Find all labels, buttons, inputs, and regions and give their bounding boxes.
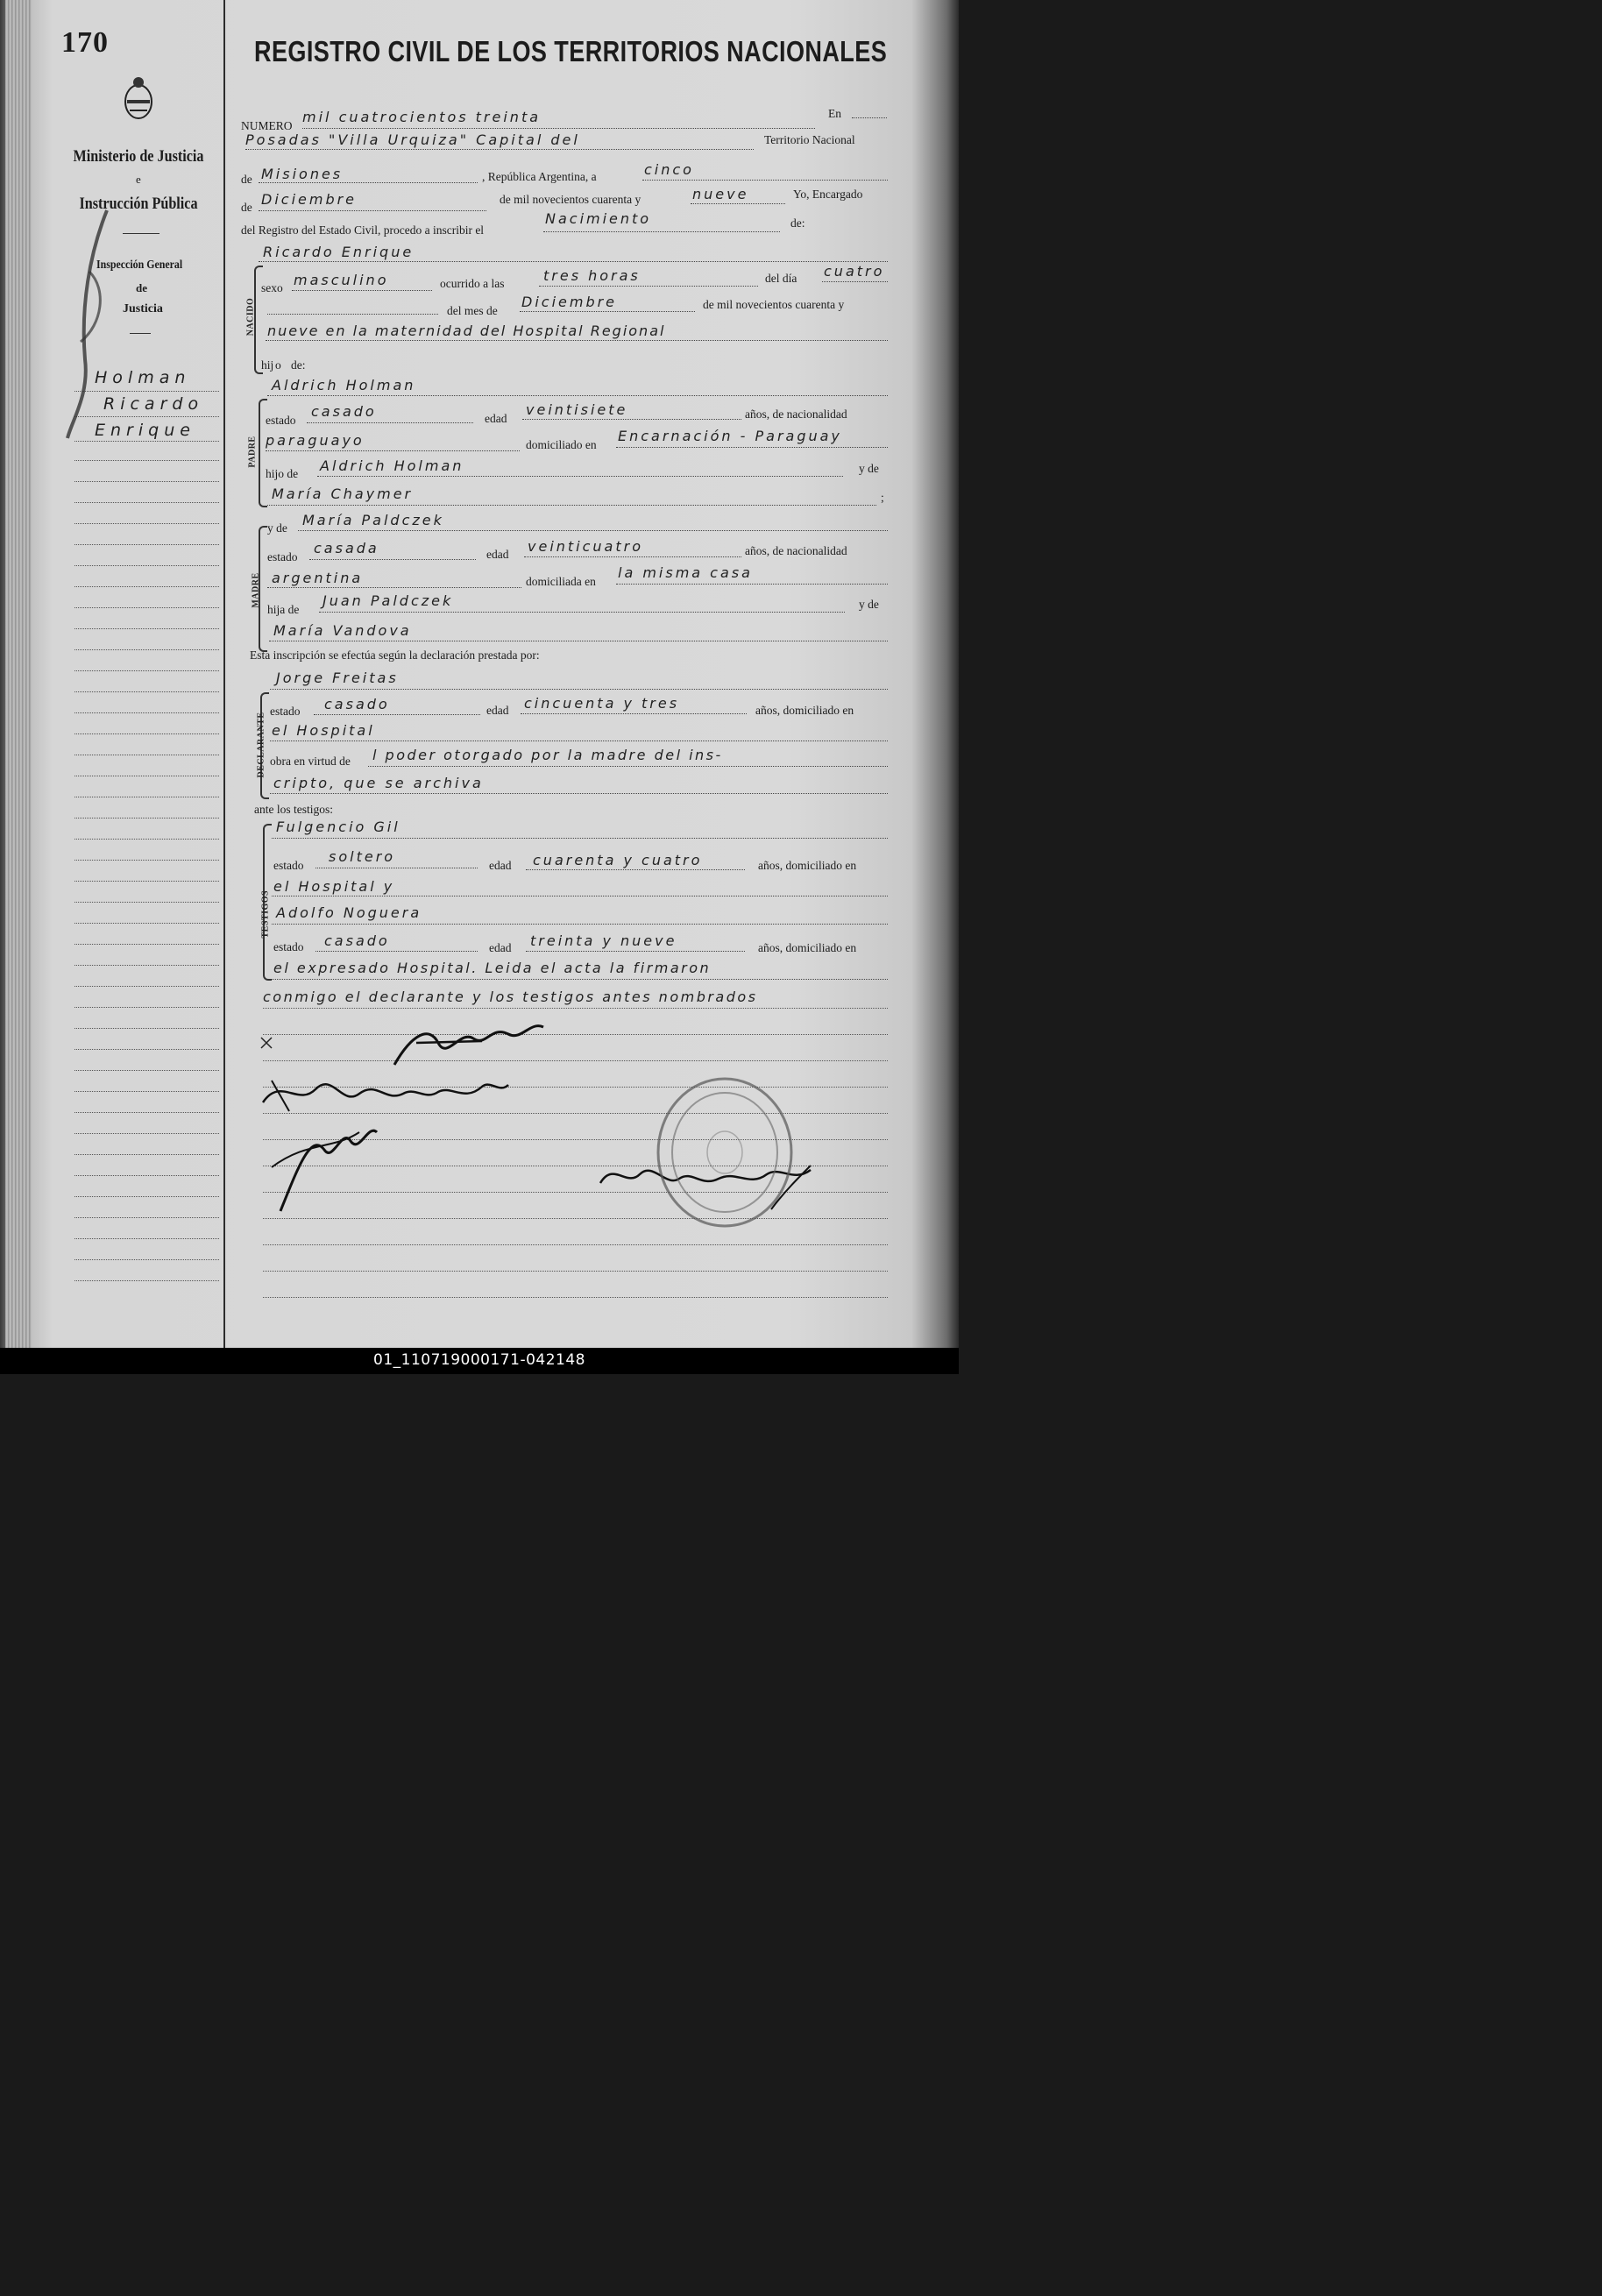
sidebar-given-name: Ricardo — [103, 394, 204, 414]
territorio-label: Territorio Nacional — [764, 133, 855, 146]
signature-rule — [263, 1244, 888, 1245]
nacido-place-value: nueve en la maternidad del Hospital Regional — [267, 322, 666, 339]
madre-edad-value: veinticuatro — [528, 538, 643, 555]
padre-name: Aldrich Holman — [272, 377, 416, 393]
signature-rule — [263, 1060, 888, 1061]
testigo2-edad-value: treinta y nueve — [530, 932, 677, 949]
testigo1-edad-value: cuarenta y cuatro — [533, 852, 703, 868]
madre-name-line — [298, 530, 888, 531]
declarante-estado-line — [314, 714, 480, 715]
padre-domicilio-value: Encarnación - Paraguay — [618, 428, 842, 444]
sidebar-rule — [74, 649, 219, 650]
padre-parent2-line — [267, 505, 876, 506]
mes-label: del mes de — [447, 304, 498, 317]
sidebar-rule — [74, 481, 219, 482]
yo-label: Yo, Encargado — [793, 188, 863, 201]
sidebar-divider — [123, 233, 159, 234]
padre-edad-value: veintisiete — [526, 401, 628, 418]
padre-name-line — [267, 395, 888, 396]
page-title: REGISTRO CIVIL DE LOS TERRITORIOS NACIONALES — [254, 35, 888, 67]
madre-y-de-label: y de — [267, 521, 287, 535]
madre-anos-label: años, de nacionalidad — [745, 544, 847, 557]
sidebar-rule — [74, 1070, 219, 1071]
ministry-line-3: Instrucción Pública — [79, 195, 198, 213]
padre-domicilio-line — [616, 447, 888, 448]
padre-nacionalidad-line — [266, 450, 520, 451]
territorio-value: Misiones — [261, 166, 344, 182]
act-line — [543, 231, 780, 232]
nacido-mil-label: de mil novecientos cuarenta y — [703, 298, 845, 311]
page-number: 170 — [61, 26, 109, 59]
testigo1-edad-label: edad — [489, 859, 512, 872]
testigos-label: ante los testigos: — [254, 803, 333, 816]
sidebar-rule — [74, 502, 219, 503]
inspection-line-3: Justicia — [123, 302, 163, 315]
sidebar-rule — [74, 1049, 219, 1050]
madre-domicilio-line — [616, 584, 888, 585]
testigo2-estado-value: casado — [324, 932, 390, 949]
testigo2-domicilio-value: el expresado Hospital. Leida el acta la firmaron — [273, 960, 712, 976]
sidebar-rule — [74, 523, 219, 524]
sidebar-rule — [74, 544, 219, 545]
sidebar-rule — [74, 860, 219, 861]
sidebar-rule — [74, 839, 219, 840]
padre-semicolon: ; — [881, 491, 884, 504]
act-value: Nacimiento — [545, 210, 652, 227]
nacido-section-label: NACIDO — [245, 297, 256, 337]
declarante-obra-value-2: cripto, que se archiva — [273, 775, 484, 791]
sidebar-rule — [74, 565, 219, 566]
sidebar-rule — [74, 1175, 219, 1176]
nacido-name: Ricardo Enrique — [263, 244, 415, 260]
sidebar-rule — [74, 628, 219, 629]
madre-estado-label: estado — [267, 550, 298, 563]
declarante-edad-line — [521, 713, 747, 714]
testigo1-estado-value: soltero — [329, 848, 396, 865]
sidebar-rule — [74, 712, 219, 713]
padre-anos-label: años, de nacionalidad — [745, 407, 847, 421]
sidebar-rule — [74, 923, 219, 924]
inspection-line-2: de — [136, 281, 147, 294]
testigo1-anos-label: años, domiciliado en — [758, 859, 857, 872]
place-value: Posadas "Villa Urquiza" Capital del — [245, 131, 580, 148]
declarante-estado-value: casado — [324, 696, 390, 712]
testigo1-domicilio-value: el Hospital y — [273, 878, 395, 895]
sidebar-rule — [74, 1028, 219, 1029]
sidebar-rule — [74, 1007, 219, 1008]
declarante-obra-line-2 — [270, 793, 888, 794]
madre-estado-line — [309, 559, 476, 560]
sidebar-rule — [74, 965, 219, 966]
declarante-domicilio-value: el Hospital — [272, 722, 375, 739]
sexo-value: masculino — [294, 272, 389, 288]
madre-edad-label: edad — [486, 548, 509, 561]
testigo1-estado-label: estado — [273, 859, 304, 872]
sexo-line — [292, 290, 432, 291]
testigo2-name-line — [272, 924, 888, 925]
year-value: nueve — [692, 186, 749, 202]
padre-hijo-de-label: hijo de — [266, 467, 299, 480]
madre-hija-de-label: hija de — [267, 603, 300, 616]
madre-name: María Paldczek — [302, 512, 444, 528]
ministry-line-2: e — [136, 173, 141, 186]
document-page — [0, 0, 959, 1348]
sidebar-middle-name: Enrique — [95, 421, 195, 440]
mes-pre-line — [267, 314, 438, 315]
de-label-2: de — [241, 201, 252, 214]
sidebar-rule — [74, 733, 219, 734]
signature-a-noguera — [263, 1115, 386, 1220]
column-divider — [223, 0, 225, 1348]
declarante-obra-label: obra en virtud de — [270, 755, 351, 768]
testigo2-name: Adolfo Noguera — [276, 904, 422, 921]
mil-label: de mil novecientos cuarenta y — [500, 193, 642, 206]
declarante-name: Jorge Freitas — [276, 670, 399, 686]
declarante-estado-label: estado — [270, 705, 301, 718]
month-value: Diciembre — [261, 191, 358, 208]
declarante-anos-label: años, domiciliado en — [755, 704, 854, 717]
testigo1-name: Fulgencio Gil — [276, 818, 400, 835]
signature-rule — [263, 1034, 888, 1035]
signature-fulgencio-gil — [254, 1067, 517, 1120]
testigo2-edad-line — [526, 951, 745, 952]
signature-rule — [263, 1297, 888, 1298]
sidebar-rule — [74, 1259, 219, 1260]
ministry-line-1: Ministerio de Justicia — [73, 147, 204, 166]
republica-label: , República Argentina, a — [482, 170, 597, 183]
ocurrido-label: ocurrido a las — [440, 277, 505, 290]
declaracion-label: Esta inscripción se efectúa según la declaración prestada por: — [250, 648, 540, 662]
padre-parent1-value: Aldrich Holman — [320, 457, 464, 474]
sidebar-rule — [74, 586, 219, 587]
madre-section-label: MADRE — [251, 572, 261, 608]
sidebar-rule — [74, 1091, 219, 1092]
sidebar-rule — [74, 460, 219, 461]
padre-estado-value: casado — [311, 403, 377, 420]
coat-of-arms-icon — [121, 75, 156, 121]
margin-annotation — [54, 202, 124, 447]
madre-domicilio-value: la misma casa — [618, 564, 753, 581]
place-line — [245, 149, 754, 150]
month-line — [259, 210, 486, 211]
declarante-edad-label: edad — [486, 704, 509, 717]
declarante-section-label: DECLARANTE — [256, 712, 266, 778]
declarante-obra-line-1 — [368, 766, 888, 767]
dia-line — [822, 281, 888, 282]
sidebar-rule — [74, 1133, 219, 1134]
padre-edad-label: edad — [485, 412, 507, 425]
padre-edad-line — [522, 419, 741, 420]
padre-estado-label: estado — [266, 414, 296, 427]
hijo-de-label: de: — [291, 358, 306, 372]
madre-y-de-label-2: y de — [859, 598, 879, 611]
sidebar-rule — [74, 1196, 219, 1197]
de-colon: de: — [790, 216, 805, 230]
padre-parent2-value: María Chaymer — [272, 485, 414, 502]
padre-section-label: PADRE — [247, 436, 258, 468]
numero-line — [302, 128, 815, 129]
official-seal-icon — [653, 1074, 797, 1231]
padre-estado-line — [307, 422, 473, 423]
sidebar-rule — [74, 881, 219, 882]
sidebar-rule — [74, 607, 219, 608]
dia-value: cuatro — [824, 263, 885, 280]
mes-value: Diciembre — [521, 294, 618, 310]
hora-line — [539, 286, 758, 287]
madre-nacionalidad-line — [267, 587, 521, 588]
dia-label: del día — [765, 272, 797, 285]
madre-parent1-value: Juan Paldczek — [323, 592, 454, 609]
sidebar-rule — [74, 1217, 219, 1218]
year-line — [691, 203, 785, 204]
image-id-footer: 01_110719000171-042148 — [0, 1348, 959, 1374]
sidebar-rule — [74, 1238, 219, 1239]
sidebar-rule — [74, 670, 219, 671]
nacido-place-line — [266, 340, 888, 341]
hijo-label: hij — [261, 358, 274, 372]
testigos-section-label: TESTIGOS — [260, 889, 271, 939]
madre-estado-value: casada — [314, 540, 379, 556]
padre-parent1-line — [317, 476, 843, 477]
padre-nacionalidad-value: paraguayo — [266, 432, 365, 449]
madre-parent1-line — [319, 612, 845, 613]
en-line — [852, 117, 887, 118]
testigo2-anos-label: años, domiciliado en — [758, 941, 857, 954]
declarante-edad-value: cincuenta y tres — [524, 695, 680, 712]
day-line — [642, 180, 888, 181]
registro-label: del Registro del Estado Civil, procedo a inscribir el — [241, 223, 485, 237]
madre-nacionalidad-value: argentina — [272, 570, 364, 586]
sidebar-rule — [74, 1280, 219, 1281]
madre-domicilio-label: domiciliada en — [526, 575, 596, 588]
sidebar-rule — [74, 691, 219, 692]
sexo-label: sexo — [261, 281, 283, 294]
testigo2-domicilio-line — [272, 979, 888, 980]
testigo2-estado-label: estado — [273, 940, 304, 953]
sidebar-rule — [74, 986, 219, 987]
hora-value: tres horas — [543, 267, 641, 284]
testigo1-edad-line — [526, 869, 745, 870]
numero-label: NUMERO — [241, 119, 293, 132]
day-value: cinco — [644, 161, 694, 178]
testigo1-name-line — [272, 838, 888, 839]
closing-line: conmigo el declarante y los testigos antes nombrados — [263, 989, 758, 1005]
sidebar-rule — [74, 944, 219, 945]
numero-value: mil cuatrocientos treinta — [302, 109, 542, 125]
testigo2-edad-label: edad — [489, 941, 512, 954]
padre-y-de-label: y de — [859, 462, 879, 475]
hijo-value: o — [275, 358, 281, 372]
x-mark-icon — [259, 1036, 273, 1050]
sidebar-rule — [74, 1154, 219, 1155]
signature-rule — [263, 1008, 888, 1009]
madre-edad-line — [524, 556, 741, 557]
signature-rule — [263, 1271, 888, 1272]
sidebar-rule — [74, 1112, 219, 1113]
testigo2-estado-line — [315, 951, 478, 952]
de-label: de — [241, 173, 252, 186]
territorio-line — [259, 182, 478, 183]
nacido-name-line — [259, 261, 888, 262]
padre-domicilio-label: domiciliado en — [526, 438, 597, 451]
mes-line — [520, 311, 695, 312]
declarante-name-line — [270, 689, 888, 690]
sidebar-rule — [74, 902, 219, 903]
en-label: En — [828, 107, 841, 120]
sidebar-surname: Holman — [95, 368, 191, 387]
declarante-obra-value-1: l poder otorgado por la madre del ins- — [372, 747, 723, 763]
sidebar-divider-2 — [130, 333, 151, 334]
inspection-line-1: Inspección General — [96, 259, 183, 272]
book-page-edges — [5, 0, 32, 1348]
madre-parent2-value: María Vandova — [273, 622, 412, 639]
